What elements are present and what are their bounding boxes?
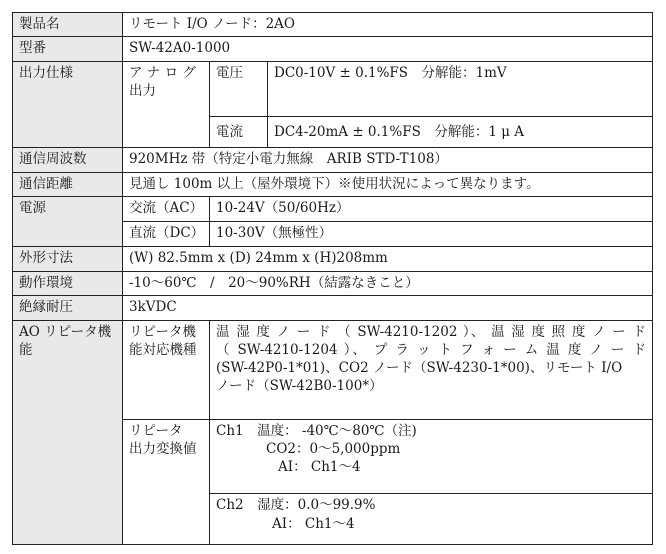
- row-insulation: [13, 296, 653, 320]
- ch1-line-2: CO2：0～5,000ppm: [266, 440, 401, 457]
- row-output-voltage: [13, 61, 653, 116]
- insulation-label: 絶縁耐圧: [13, 296, 123, 320]
- repeater-label: [13, 320, 123, 544]
- analog-output-label: [123, 61, 210, 147]
- ch2-line-2: AI： Ch1～4: [272, 515, 355, 532]
- output-spec-label: 出力仕様: [13, 61, 123, 147]
- row-dimensions: [13, 247, 653, 271]
- dimensions-value: (W) 82.5mm x (D) 24mm x (H)208mm: [123, 247, 653, 271]
- ch2-value: [210, 494, 653, 545]
- power-label: 電源: [13, 196, 123, 247]
- repeater-label-line-1: AO リピータ機: [19, 323, 112, 340]
- compat-line-4: ノード（SW-42B0-100*）: [216, 378, 383, 395]
- dimensions-label: 外形寸法: [13, 247, 123, 271]
- frequency-label: 通信周波数: [13, 148, 123, 172]
- environment-value: -10～60℃ / 20～90%RH（結露なきこと）: [123, 271, 653, 295]
- spec-table: [12, 12, 653, 545]
- compat-line-1: 温 湿 度 ノ ー ド （ SW-4210-1202 ）、 温 湿 度 照 度 ノ ー ド: [216, 323, 646, 340]
- environment-label: 動作環境: [13, 271, 123, 295]
- repeater-label-line-2: 能: [19, 341, 33, 358]
- compat-line-2: （ SW-4210-1204 ）、 プ ラ ッ ト フ ォ ー ム 温 度 ノ ー ド: [216, 341, 646, 358]
- ch1-line-1: Ch1 温度： -40℃～80℃（注): [216, 422, 417, 439]
- compat-label-line-1: リピータ機: [129, 323, 196, 340]
- model-label: 型番: [13, 37, 123, 61]
- distance-value: 見通し 100m 以上（屋外環境下）※使用状況によって異なります。: [123, 172, 653, 196]
- current-value: DC4-20mA ± 0.1%FS 分解能：1 μ A: [268, 116, 653, 148]
- analog-label-line-2: 出力: [129, 83, 156, 100]
- row-frequency: [13, 148, 653, 172]
- power-dc-value: 10-30V（無極性）: [210, 222, 653, 247]
- row-repeater-compat: [13, 320, 653, 419]
- row-distance: [13, 172, 653, 196]
- power-ac-value: 10-24V（50/60Hz）: [210, 196, 653, 221]
- product-name-value: リモート I/O ノード：2AO: [123, 13, 653, 37]
- current-label: 電流: [210, 116, 268, 148]
- conv-label-line-2: 出力変換値: [129, 440, 197, 457]
- model-value: SW-42A0-1000: [123, 37, 653, 61]
- compat-value: [210, 320, 653, 419]
- insulation-value: 3kVDC: [123, 296, 653, 320]
- compat-line-3: (SW-42P0-1*01)、CO2 ノード（SW-4230-1*00)、リモート I/O: [216, 360, 623, 377]
- row-power-ac: [13, 196, 653, 221]
- voltage-label: 電圧: [210, 61, 268, 116]
- conv-label-line-1: リピータ: [129, 422, 183, 439]
- ch1-line-3: AI： Ch1～4: [278, 459, 361, 476]
- row-product-name: [13, 13, 653, 37]
- compat-label: [123, 320, 210, 419]
- voltage-value: DC0-10V ± 0.1%FS 分解能：1mV: [268, 61, 653, 116]
- power-ac-label: 交流（AC）: [123, 196, 210, 221]
- ch1-value: [210, 419, 653, 494]
- product-name-label: 製品名: [13, 13, 123, 37]
- frequency-value: 920MHz 帯（特定小電力無線 ARIB STD-T108）: [123, 148, 653, 172]
- power-dc-label: 直流（DC）: [123, 222, 210, 247]
- analog-label-line-1: ア ナ ロ グ: [129, 64, 196, 81]
- distance-label: 通信距離: [13, 172, 123, 196]
- row-environment: [13, 271, 653, 295]
- conv-label: [123, 419, 210, 544]
- ch2-line-1: Ch2 湿度：0.0～99.9%: [216, 497, 376, 514]
- compat-label-line-2: 能対応機種: [129, 341, 197, 358]
- row-model: [13, 37, 653, 61]
